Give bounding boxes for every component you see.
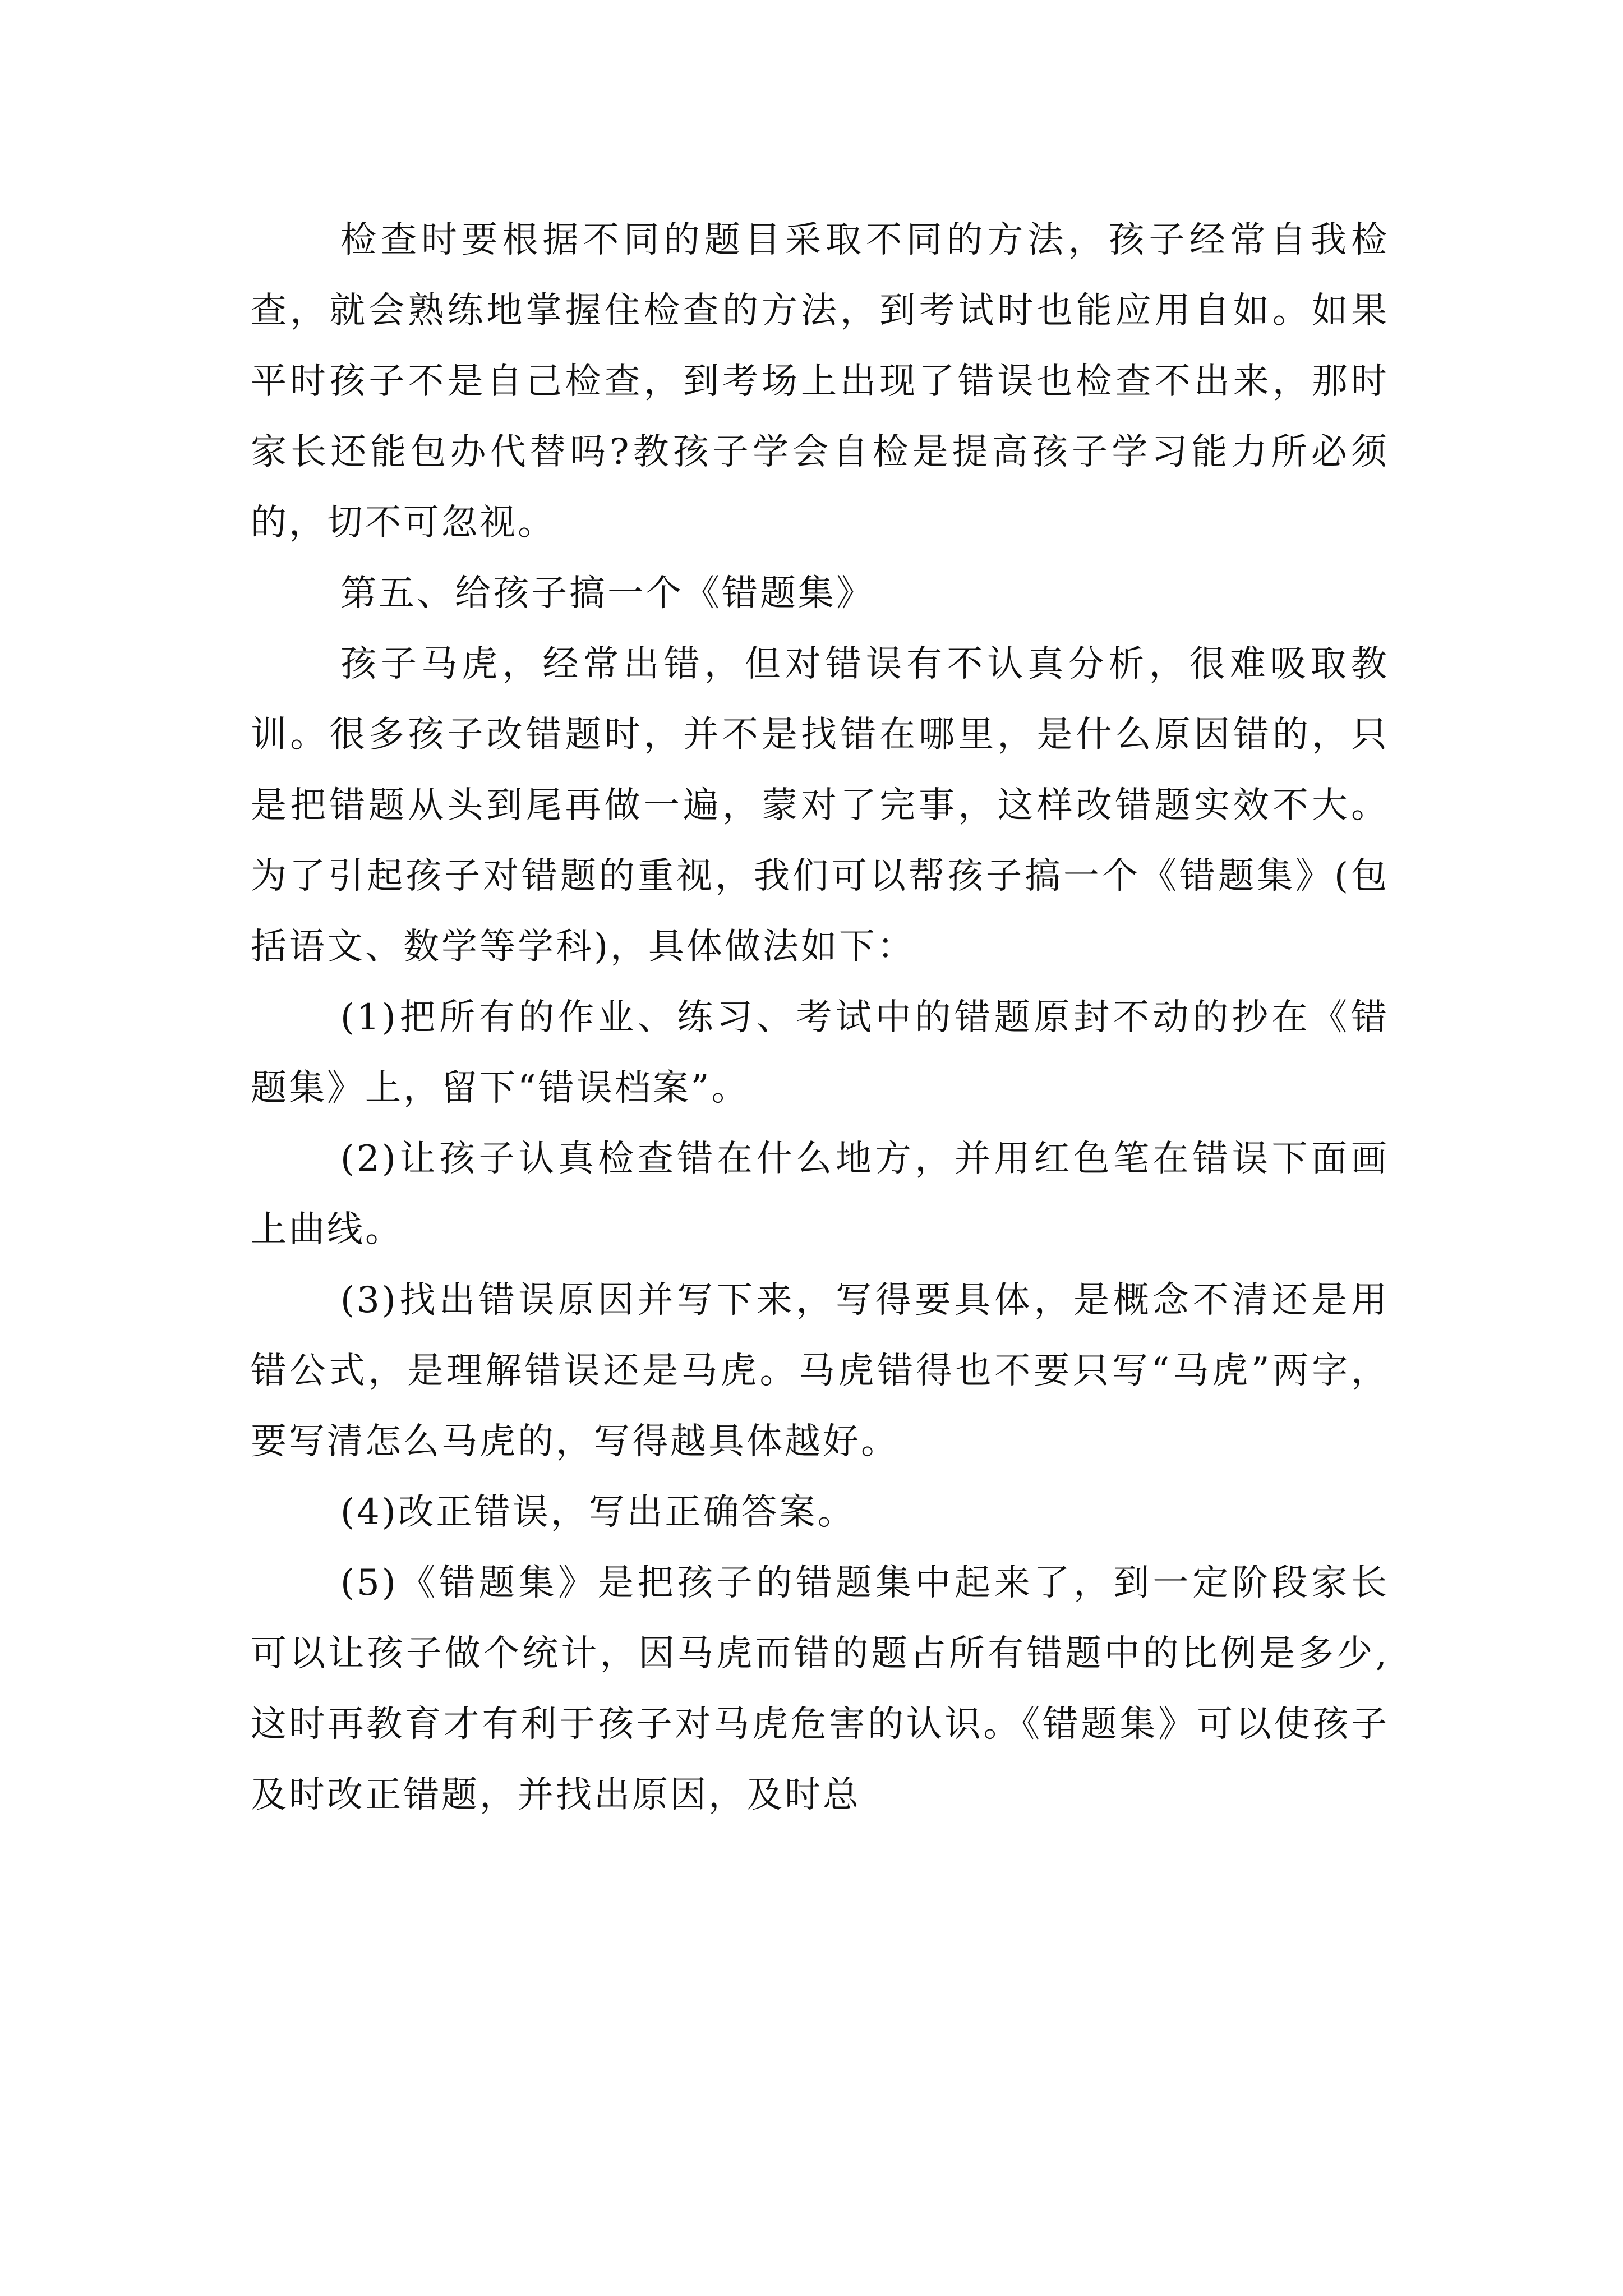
list-item-step-4: (4)改正错误，写出正确答案。 xyxy=(340,1492,856,1533)
document-body xyxy=(251,205,1389,1830)
section-heading-error-collection: 第五、给孩子搞一个《错题集》 xyxy=(340,573,874,614)
list-item-step-3: (3)找出错误原因并写下来，写得要具体，是概念不清还是用错公式，是理解错误还是马虎。马虎错得也不要只写“马虎”两字，要写清怎么马虎的，写得越具体越好。 xyxy=(251,1280,1389,1462)
list-item-step-5: (5)《错题集》是把孩子的错题集中起来了，到一定阶段家长可以让孩子做个统计，因马虎而错的题占所有错题中的比例是多少,这时再教育才有利于孩子对马虎危害的认识。《错题集》可以使孩子及时改正错题，并找出原因，及时总 xyxy=(251,1562,1389,1816)
paragraph-self-check: 检查时要根据不同的题目采取不同的方法，孩子经常自我检查，就会熟练地掌握住检查的方法，到考试时也能应用自如。如果平时孩子不是自己检查，到考场上出现了错误也检查不出来，那时家长还能包办代替吗?教孩子学会自检是提高孩子学习能力所必须的，切不可忽视。 xyxy=(251,219,1389,544)
list-item-step-2: (2)让孩子认真检查错在什么地方，并用红色笔在错误下面画上曲线。 xyxy=(251,1138,1389,1250)
list-item-step-1: (1)把所有的作业、练习、考试中的错题原封不动的抄在《错题集》上，留下“错误档案”。 xyxy=(251,997,1389,1109)
paragraph-error-collection-intro: 孩子马虎，经常出错，但对错误有不认真分析，很难吸取教训。很多孩子改错题时，并不是找错在哪里，是什么原因错的，只是把错题从头到尾再做一遍，蒙对了完事，这样改错题实效不大。为了引起孩子对错题的重视，我们可以帮孩子搞一个《错题集》(包括语文、数学等学科)，具体做法如下： xyxy=(251,643,1389,968)
